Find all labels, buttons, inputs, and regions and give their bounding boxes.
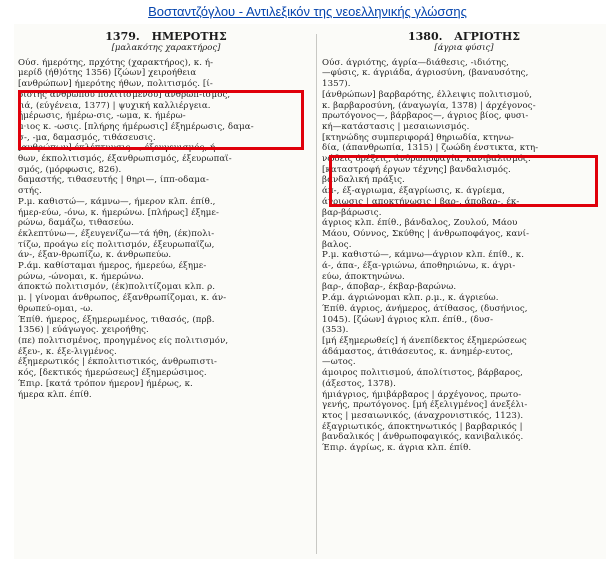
entry-line: σμός, (μόρφωσις, 826).: [18, 164, 122, 175]
column-divider: [316, 34, 317, 554]
entry-line: άγριωσις | αποκτήνωσις | βαρ-, άποβαρ-, έκ-: [322, 196, 520, 207]
entry-line: ήμερ-εύω, -όνω, κ. ήμερώνω. [πλήρως] έξημε-: [18, 207, 219, 218]
entry-line: νώδεις όρέξεις, άνθρωποφαγία, κανιβαλισμός.: [322, 154, 531, 165]
entry-line: Ρ.άμ. άγριώνομαι κλπ. ρ.μ., κ. άγριεύω.: [322, 293, 499, 304]
entry-line: (άξεστος, 1378).: [322, 378, 396, 389]
entry-line: βαρ-βάρωσις.: [322, 207, 382, 218]
entry-line: γενής, πρωτόγονος. [μή έξελιγμένος] άνεξέλι-: [322, 400, 528, 411]
entry-subtitle: [άγρια φύσις]: [434, 43, 494, 53]
entry-line: στής.: [18, 186, 42, 197]
entry-line: άν-, έξαν-θρωπίζω, κ. άνθρωπεύω.: [18, 250, 172, 261]
entry-line: (353).: [322, 325, 349, 336]
entry-line: Ούσ. άγριότης, άγρία—διάθεσις, -ιδιότης,: [322, 57, 509, 68]
entry-line: τίζω, προάγω είς πολιτισμόν, έξευρωπαΐζω,: [18, 239, 215, 250]
entry-line: [καταστροφή έργων τέχνης] βανδαλισμός.: [322, 164, 511, 175]
entry-line: μ. | γίνομαι άνθρωπος, έξανθρωπίζομαι, κ. άν-: [18, 293, 227, 304]
entry-line: [ανθρώπων] ήμερότης ήθων, πολιτισμός. [ί-: [18, 79, 213, 90]
entry-line: —φύσις, κ. άγριάδα, άγριοσύνη, (βαναυσότης,: [322, 68, 529, 79]
entry-subtitle: [μαλακότης χαρακτήρος]: [111, 43, 221, 53]
entry-line: 1356) | εύάγωγος. χειροήθης.: [18, 325, 149, 336]
entry-line: —ωτος.: [322, 357, 356, 368]
entry-title: ΑΓΡΙΟΤΗΣ: [454, 30, 520, 43]
entry-line: άμοιρος πολιτισμού, άπολίτιστος, βάρβαρος,: [322, 368, 523, 379]
entry-line: Μάου, Ούννος, Σκύθης | άνθρωποφάγος, κανί-: [322, 228, 530, 239]
entry-line: πρωτόγονος—, βάρβαρος—, άγριος βίος, φυσι-: [322, 111, 529, 122]
entry-title: ΗΜΕΡΟΤΗΣ: [151, 30, 227, 43]
entry-line: -ιά, (εύγένεια, 1377) | ψυχική καλλιέργεια.: [18, 100, 211, 111]
entry-line: ήμιάγριος, ήμιβάρβαρος | άρχέγονος, πρωτο-: [322, 389, 522, 400]
entry-line: [άνθρώπων] βαρβαρότης, έλλειψις πολιτισμού,: [322, 89, 533, 100]
entry-line: ήμέρωσις, ήμέρω-σις, -ωμα, κ. ήμέρω-: [18, 111, 186, 122]
entry-line: βαρ-, άποβαρ-, έκβαρ-βαρώνω.: [322, 282, 457, 293]
entry-line: κή—κατάστασις | μεσαιωνισμός.: [322, 121, 470, 132]
entry-line: Έπιρ. άγρίως, κ. άγρια κλπ. έπίθ.: [322, 443, 472, 454]
entry-line: Ούσ. ήμερότης, πρχότης (χαρακτήρος), κ. ή-: [18, 57, 214, 68]
entry-line: βανδαλικός | άνθρωποφαγικός, κανιβαλικός.: [322, 432, 524, 443]
entry-line: θρωπεύ-ομαι, -ω.: [18, 303, 94, 314]
entry-line: 1357).: [322, 79, 351, 90]
entry-line: Ρ.μ. καθιστώ—, κάμνω—, ήμερον κλπ. έπίθ.,: [18, 196, 216, 207]
entry-line: [κτηνώδης συμπεριφορά] θηριωδία, κτηνω-: [322, 132, 514, 143]
entry-line: Έπιρ. [κατά τρόπον ήμερον] ήμέρως, κ.: [18, 378, 193, 389]
entry-line: (πε) πολιτισμένος, προηγμένος είς πολιτισμόν,: [18, 335, 229, 346]
entry-number: 1379.: [105, 30, 140, 43]
entry-line: Ρ.μ. καθιστώ—, κάμνω—άγριον κλπ. έπίθ., κ.: [322, 250, 525, 261]
highlight-box-left: [18, 90, 304, 150]
entry-line: μερίδ (ήθ)ότης 1356) [ζώων] χειροήθεια: [18, 68, 197, 79]
entry-line: βαλος.: [322, 239, 352, 250]
entry-line: κτος | μεσαιωνικός, (άναχρονιστικός, 1123).: [322, 410, 524, 421]
entry-line: δαμαστής, τιθασευτής | θηρι—, ίππ-οδαμα-: [18, 175, 209, 186]
entry-line: Έπίθ. άγριος, άνήμερος, άτίθασος, (δυσήνιος,: [322, 303, 528, 314]
entry-line: 1045). [ζώων] άγριος κλπ. έπίθ., (δυσ-: [322, 314, 494, 325]
entry-line: ρώνω, δαμάζω, τιθασεύω.: [18, 218, 134, 229]
entry-line: δία, (άπανθρωπία, 1315) | ζωώδη ένστικτα, κτη-: [322, 143, 539, 154]
entry-line: έξημερωτικός | έκπολιτιστικός, άνθρωπιστι-: [18, 357, 218, 368]
entry-line: βανδαλική πράξις.: [322, 175, 405, 186]
entry-line: κ. βαρβαροσύνη, (άναγωγία, 1378) | άρχέγονος-: [322, 100, 536, 111]
entry-1380: [322, 24, 606, 454]
entry-line: άγριος κλπ. έπίθ., βάνδαλος, Ζουλού, Μάου: [322, 218, 518, 229]
entry-line: άποκτώ πολιτισμόν, (έκ)πολιτίζομαι κλπ. ρ.: [18, 282, 216, 293]
entry-line: άπ-, έξ-αγριωμα, έξαγρίωσις, κ. άγρίεμα,: [322, 186, 505, 197]
entry-line: διότης ανθρώπου πολιτισμένου] ανθρωπ-ισμός,: [18, 89, 231, 100]
entry-line: ρώνω, -ώνομαι, κ. ήμερώνω.: [18, 271, 144, 282]
entry-line: μ·ιος κ. -ωσις. [πλήρης ήμέρωσις] έξημέρωσις, δαμα-: [18, 121, 254, 132]
entry-1379: [18, 24, 314, 400]
entry-line: έκλεπτύνω—, έξευγενίζω—τά ήθη, (έκ)πολι-: [18, 228, 215, 239]
entry-line: Ρ.άμ. καθίσταμαι ήμερος, ήμερεύω, έξημε-: [18, 261, 207, 272]
entry-line: θων, έκπολιτισμός, έξανθρωπισμός, έξευρωπαϊ-: [18, 154, 232, 165]
entry-line: έξαγριωτικός, άποκτηνωτικός | βαρβαρικός |: [322, 421, 523, 432]
entry-line: κός, [δεκτικός ήμερώσεως] έξημερώσιμος.: [18, 368, 207, 379]
entry-line: εύω, άποκτηνώνω.: [322, 271, 405, 282]
entry-heading: [18, 30, 314, 43]
entry-line: έξευ-, κ. έξε-λιγμένος.: [18, 346, 117, 357]
entry-body: [322, 58, 606, 454]
header-link[interactable]: Βοσταντζόγλου - Αντιλεξικόν της νεοελληνικής γλώσσης: [148, 4, 467, 19]
entry-heading: [322, 30, 606, 43]
entry-line: ά-, άπα-, έξα-γριώνω, άποθηριώνω, κ. άγρι-: [322, 261, 516, 272]
entry-line: [ανθρώπων] έκλέπτυνσις—, έξευγενισμός, ή-: [18, 143, 219, 154]
entry-line: ήμερα κλπ. έπίθ.: [18, 389, 92, 400]
entry-line: άδάμαστος, άτιθάσευτος, κ. άνημέρ-ευτος,: [322, 346, 514, 357]
entry-number: 1380.: [408, 30, 443, 43]
entry-line: σ-, -μα, δαμασμός, τιθάσευσις.: [18, 132, 156, 143]
entry-line: [μή έξημερωθείς] ή άνεπίδεκτος έξημερώσεως: [322, 335, 527, 346]
entry-line: Έπίθ. ήμερος, έξημερωμένος, τιθασός, (πρβ.: [18, 314, 215, 325]
highlight-box-right: [329, 155, 598, 207]
